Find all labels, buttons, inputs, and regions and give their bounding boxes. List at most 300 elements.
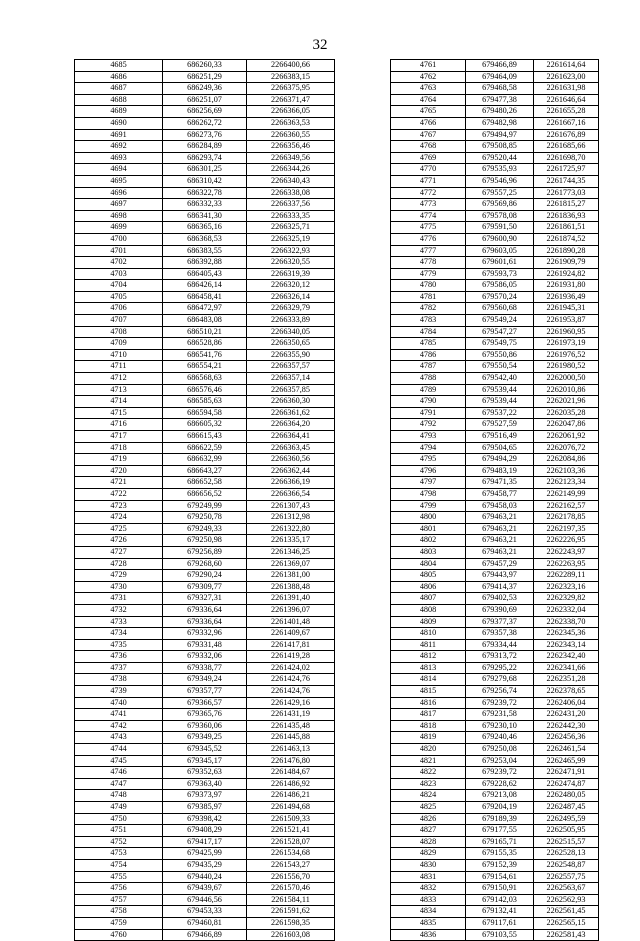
- point-number-cell: 4795: [391, 454, 466, 466]
- point-number-cell: 4811: [391, 639, 466, 651]
- point-number-cell: 4742: [75, 720, 163, 732]
- table-row: [75, 894, 335, 906]
- y-coordinate-cell: 2266366,05: [247, 106, 335, 118]
- table-row: [391, 859, 599, 871]
- x-coordinate-cell: 679332,06: [163, 651, 247, 663]
- x-coordinate-cell: 679349,25: [163, 732, 247, 744]
- x-coordinate-cell: 679471,35: [466, 477, 534, 489]
- table-row: [391, 674, 599, 686]
- y-coordinate-cell: 2261486,21: [247, 790, 335, 802]
- x-coordinate-cell: 679466,89: [466, 60, 534, 72]
- x-coordinate-cell: 679279,68: [466, 674, 534, 686]
- point-number-cell: 4687: [75, 83, 163, 95]
- table-row: [391, 755, 599, 767]
- y-coordinate-cell: 2266325,19: [247, 233, 335, 245]
- point-number-cell: 4768: [391, 141, 466, 153]
- table-row: [391, 210, 599, 222]
- y-coordinate-cell: 2262021,96: [534, 396, 599, 408]
- y-coordinate-cell: 2266355,90: [247, 349, 335, 361]
- table-row: [391, 697, 599, 709]
- y-coordinate-cell: 2266360,30: [247, 396, 335, 408]
- y-coordinate-cell: 2262471,91: [534, 767, 599, 779]
- point-number-cell: 4694: [75, 164, 163, 176]
- y-coordinate-cell: 2261976,52: [534, 349, 599, 361]
- point-number-cell: 4813: [391, 662, 466, 674]
- table-row: [75, 790, 335, 802]
- table-row: [75, 117, 335, 129]
- table-row: [391, 187, 599, 199]
- y-coordinate-cell: 2262345,36: [534, 628, 599, 640]
- table-row: [391, 720, 599, 732]
- table-row: [391, 222, 599, 234]
- x-coordinate-cell: 686251,07: [163, 94, 247, 106]
- x-coordinate-cell: 679250,78: [163, 512, 247, 524]
- x-coordinate-cell: 679213,08: [466, 790, 534, 802]
- point-number-cell: 4722: [75, 488, 163, 500]
- y-coordinate-cell: 2262561,45: [534, 906, 599, 918]
- point-number-cell: 4729: [75, 570, 163, 582]
- y-coordinate-cell: 2262341,66: [534, 662, 599, 674]
- x-coordinate-cell: 679463,21: [466, 546, 534, 558]
- x-coordinate-cell: 679365,76: [163, 709, 247, 721]
- x-coordinate-cell: 679546,96: [466, 175, 534, 187]
- x-coordinate-cell: 679132,41: [466, 906, 534, 918]
- x-coordinate-cell: 686365,16: [163, 222, 247, 234]
- point-number-cell: 4760: [75, 929, 163, 941]
- x-coordinate-cell: 679338,77: [163, 662, 247, 674]
- y-coordinate-cell: 2266364,41: [247, 431, 335, 443]
- point-number-cell: 4758: [75, 906, 163, 918]
- x-coordinate-cell: 679336,64: [163, 616, 247, 628]
- point-number-cell: 4757: [75, 894, 163, 906]
- x-coordinate-cell: 686568,63: [163, 373, 247, 385]
- x-coordinate-cell: 679440,24: [163, 871, 247, 883]
- point-number-cell: 4724: [75, 512, 163, 524]
- y-coordinate-cell: 2262076,72: [534, 442, 599, 454]
- x-coordinate-cell: 679250,98: [163, 535, 247, 547]
- table-row: [391, 778, 599, 790]
- y-coordinate-cell: 2261603,08: [247, 929, 335, 941]
- table-row: [391, 407, 599, 419]
- x-coordinate-cell: 686273,76: [163, 129, 247, 141]
- y-coordinate-cell: 2261322,80: [247, 523, 335, 535]
- table-row: [391, 141, 599, 153]
- table-row: [75, 315, 335, 327]
- x-coordinate-cell: 679336,64: [163, 604, 247, 616]
- x-coordinate-cell: 679539,44: [466, 396, 534, 408]
- table-row: [391, 558, 599, 570]
- point-number-cell: 4800: [391, 512, 466, 524]
- x-coordinate-cell: 679593,73: [466, 268, 534, 280]
- point-number-cell: 4817: [391, 709, 466, 721]
- table-row: [75, 349, 335, 361]
- point-number-cell: 4829: [391, 848, 466, 860]
- x-coordinate-cell: 679547,27: [466, 326, 534, 338]
- point-number-cell: 4812: [391, 651, 466, 663]
- y-coordinate-cell: 2261980,52: [534, 361, 599, 373]
- y-coordinate-cell: 2266361,62: [247, 407, 335, 419]
- y-coordinate-cell: 2261424,76: [247, 674, 335, 686]
- point-number-cell: 4819: [391, 732, 466, 744]
- table-row: [75, 373, 335, 385]
- point-number-cell: 4756: [75, 883, 163, 895]
- table-row: [75, 94, 335, 106]
- x-coordinate-cell: 686458,41: [163, 291, 247, 303]
- point-number-cell: 4824: [391, 790, 466, 802]
- y-coordinate-cell: 2261494,68: [247, 802, 335, 814]
- x-coordinate-cell: 679268,60: [163, 558, 247, 570]
- x-coordinate-cell: 679466,89: [163, 929, 247, 941]
- y-coordinate-cell: 2262431,20: [534, 709, 599, 721]
- x-coordinate-cell: 679366,57: [163, 697, 247, 709]
- x-coordinate-cell: 679230,10: [466, 720, 534, 732]
- table-row: [391, 257, 599, 269]
- x-coordinate-cell: 679385,97: [163, 802, 247, 814]
- table-row: [75, 720, 335, 732]
- x-coordinate-cell: 679189,39: [466, 813, 534, 825]
- x-coordinate-cell: 686322,78: [163, 187, 247, 199]
- point-number-cell: 4754: [75, 859, 163, 871]
- table-row: [391, 129, 599, 141]
- point-number-cell: 4719: [75, 454, 163, 466]
- point-number-cell: 4803: [391, 546, 466, 558]
- y-coordinate-cell: 2261388,48: [247, 581, 335, 593]
- table-row: [75, 152, 335, 164]
- point-number-cell: 4836: [391, 929, 466, 941]
- table-row: [75, 500, 335, 512]
- x-coordinate-cell: 679482,98: [466, 117, 534, 129]
- y-coordinate-cell: 2262226,95: [534, 535, 599, 547]
- x-coordinate-cell: 679357,38: [466, 628, 534, 640]
- table-row: [75, 268, 335, 280]
- x-coordinate-cell: 679550,54: [466, 361, 534, 373]
- point-number-cell: 4823: [391, 778, 466, 790]
- point-number-cell: 4691: [75, 129, 163, 141]
- table-row: [391, 917, 599, 929]
- y-coordinate-cell: 2261445,88: [247, 732, 335, 744]
- x-coordinate-cell: 679239,72: [466, 697, 534, 709]
- x-coordinate-cell: 679334,44: [466, 639, 534, 651]
- x-coordinate-cell: 686594,58: [163, 407, 247, 419]
- point-number-cell: 4765: [391, 106, 466, 118]
- x-coordinate-cell: 679453,33: [163, 906, 247, 918]
- table-row: [391, 883, 599, 895]
- x-coordinate-cell: 686652,58: [163, 477, 247, 489]
- y-coordinate-cell: 2261655,28: [534, 106, 599, 118]
- x-coordinate-cell: 679155,35: [466, 848, 534, 860]
- x-coordinate-cell: 679603,05: [466, 245, 534, 257]
- table-row: [75, 883, 335, 895]
- x-coordinate-cell: 679570,24: [466, 291, 534, 303]
- table-row: [391, 291, 599, 303]
- point-number-cell: 4752: [75, 836, 163, 848]
- y-coordinate-cell: 2261335,17: [247, 535, 335, 547]
- y-coordinate-cell: 2262103,36: [534, 465, 599, 477]
- table-row: [391, 744, 599, 756]
- x-coordinate-cell: 686262,72: [163, 117, 247, 129]
- table-row: [391, 431, 599, 443]
- x-coordinate-cell: 679458,77: [466, 488, 534, 500]
- point-number-cell: 4767: [391, 129, 466, 141]
- table-row: [75, 697, 335, 709]
- y-coordinate-cell: 2262149,99: [534, 488, 599, 500]
- point-number-cell: 4827: [391, 825, 466, 837]
- table-row: [75, 836, 335, 848]
- y-coordinate-cell: 2262329,82: [534, 593, 599, 605]
- point-number-cell: 4706: [75, 303, 163, 315]
- y-coordinate-cell: 2262581,43: [534, 929, 599, 941]
- x-coordinate-cell: 686483,08: [163, 315, 247, 327]
- y-coordinate-cell: 2262289,11: [534, 570, 599, 582]
- x-coordinate-cell: 679357,77: [163, 686, 247, 698]
- point-number-cell: 4723: [75, 500, 163, 512]
- y-coordinate-cell: 2261534,68: [247, 848, 335, 860]
- y-coordinate-cell: 2266349,56: [247, 152, 335, 164]
- y-coordinate-cell: 2261945,31: [534, 303, 599, 315]
- x-coordinate-cell: 679435,29: [163, 859, 247, 871]
- point-number-cell: 4714: [75, 396, 163, 408]
- x-coordinate-cell: 679425,99: [163, 848, 247, 860]
- x-coordinate-cell: 686332,33: [163, 199, 247, 211]
- x-coordinate-cell: 679417,17: [163, 836, 247, 848]
- point-number-cell: 4783: [391, 315, 466, 327]
- table-row: [75, 361, 335, 373]
- point-number-cell: 4740: [75, 697, 163, 709]
- point-number-cell: 4699: [75, 222, 163, 234]
- table-row: [75, 546, 335, 558]
- y-coordinate-cell: 2261931,80: [534, 280, 599, 292]
- y-coordinate-cell: 2262515,57: [534, 836, 599, 848]
- point-number-cell: 4705: [75, 291, 163, 303]
- y-coordinate-cell: 2262010,86: [534, 384, 599, 396]
- table-row: [391, 767, 599, 779]
- point-number-cell: 4798: [391, 488, 466, 500]
- page-number: 32: [312, 37, 328, 53]
- y-coordinate-cell: 2262548,87: [534, 859, 599, 871]
- x-coordinate-cell: 686541,76: [163, 349, 247, 361]
- table-row: [391, 373, 599, 385]
- y-coordinate-cell: 2261591,62: [247, 906, 335, 918]
- y-coordinate-cell: 2262563,67: [534, 883, 599, 895]
- table-row: [75, 396, 335, 408]
- y-coordinate-cell: 2261424,76: [247, 686, 335, 698]
- point-number-cell: 4810: [391, 628, 466, 640]
- x-coordinate-cell: 686656,52: [163, 488, 247, 500]
- x-coordinate-cell: 679508,85: [466, 141, 534, 153]
- point-number-cell: 4781: [391, 291, 466, 303]
- x-coordinate-cell: 679527,59: [466, 419, 534, 431]
- table-row: [75, 906, 335, 918]
- point-number-cell: 4772: [391, 187, 466, 199]
- table-row: [75, 431, 335, 443]
- x-coordinate-cell: 686605,32: [163, 419, 247, 431]
- table-row: [75, 222, 335, 234]
- table-row: [75, 709, 335, 721]
- x-coordinate-cell: 679457,29: [466, 558, 534, 570]
- point-number-cell: 4791: [391, 407, 466, 419]
- y-coordinate-cell: 2261476,80: [247, 755, 335, 767]
- y-coordinate-cell: 2261936,49: [534, 291, 599, 303]
- y-coordinate-cell: 2266357,57: [247, 361, 335, 373]
- table-row: [75, 848, 335, 860]
- point-number-cell: 4769: [391, 152, 466, 164]
- point-number-cell: 4751: [75, 825, 163, 837]
- table-row: [391, 686, 599, 698]
- y-coordinate-cell: 2262487,45: [534, 802, 599, 814]
- table-row: [391, 152, 599, 164]
- table-row: [75, 60, 335, 72]
- x-coordinate-cell: 679463,21: [466, 523, 534, 535]
- table-row: [75, 662, 335, 674]
- point-number-cell: 4745: [75, 755, 163, 767]
- y-coordinate-cell: 2261815,27: [534, 199, 599, 211]
- point-number-cell: 4750: [75, 813, 163, 825]
- x-coordinate-cell: 679494,97: [466, 129, 534, 141]
- table-row: [391, 604, 599, 616]
- y-coordinate-cell: 2262378,65: [534, 686, 599, 698]
- table-row: [391, 384, 599, 396]
- x-coordinate-cell: 679550,86: [466, 349, 534, 361]
- table-row: [391, 523, 599, 535]
- point-number-cell: 4739: [75, 686, 163, 698]
- y-coordinate-cell: 2262480,05: [534, 790, 599, 802]
- y-coordinate-cell: 2261409,67: [247, 628, 335, 640]
- x-coordinate-cell: 679398,42: [163, 813, 247, 825]
- point-number-cell: 4787: [391, 361, 466, 373]
- point-number-cell: 4720: [75, 465, 163, 477]
- table-row: [391, 199, 599, 211]
- point-number-cell: 4695: [75, 175, 163, 187]
- point-number-cell: 4778: [391, 257, 466, 269]
- y-coordinate-cell: 2261401,48: [247, 616, 335, 628]
- y-coordinate-cell: 2266333,89: [247, 315, 335, 327]
- y-coordinate-cell: 2262343,14: [534, 639, 599, 651]
- x-coordinate-cell: 679569,86: [466, 199, 534, 211]
- table-row: [75, 71, 335, 83]
- y-coordinate-cell: 2261623,00: [534, 71, 599, 83]
- point-number-cell: 4725: [75, 523, 163, 535]
- x-coordinate-cell: 686341,30: [163, 210, 247, 222]
- y-coordinate-cell: 2262047,86: [534, 419, 599, 431]
- point-number-cell: 4797: [391, 477, 466, 489]
- x-coordinate-cell: 679250,08: [466, 744, 534, 756]
- y-coordinate-cell: 2266337,56: [247, 199, 335, 211]
- x-coordinate-cell: 679535,93: [466, 164, 534, 176]
- point-number-cell: 4782: [391, 303, 466, 315]
- point-number-cell: 4726: [75, 535, 163, 547]
- x-coordinate-cell: 686622,59: [163, 442, 247, 454]
- point-number-cell: 4762: [391, 71, 466, 83]
- y-coordinate-cell: 2261463,13: [247, 744, 335, 756]
- table-row: [391, 361, 599, 373]
- table-row: [391, 848, 599, 860]
- x-coordinate-cell: 679537,22: [466, 407, 534, 419]
- point-number-cell: 4786: [391, 349, 466, 361]
- y-coordinate-cell: 2261509,33: [247, 813, 335, 825]
- x-coordinate-cell: 679345,17: [163, 755, 247, 767]
- y-coordinate-cell: 2266362,44: [247, 465, 335, 477]
- table-row: [75, 291, 335, 303]
- x-coordinate-cell: 679204,19: [466, 802, 534, 814]
- table-row: [75, 488, 335, 500]
- y-coordinate-cell: 2266366,54: [247, 488, 335, 500]
- x-coordinate-cell: 686528,86: [163, 338, 247, 350]
- x-coordinate-cell: 679363,40: [163, 778, 247, 790]
- table-row: [75, 802, 335, 814]
- point-number-cell: 4755: [75, 871, 163, 883]
- x-coordinate-cell: 686293,74: [163, 152, 247, 164]
- x-coordinate-cell: 679228,62: [466, 778, 534, 790]
- point-number-cell: 4777: [391, 245, 466, 257]
- x-coordinate-cell: 679253,04: [466, 755, 534, 767]
- point-number-cell: 4717: [75, 431, 163, 443]
- table-row: [391, 581, 599, 593]
- x-coordinate-cell: 679313,72: [466, 651, 534, 663]
- point-number-cell: 4834: [391, 906, 466, 918]
- y-coordinate-cell: 2262178,85: [534, 512, 599, 524]
- point-number-cell: 4790: [391, 396, 466, 408]
- point-number-cell: 4735: [75, 639, 163, 651]
- point-number-cell: 4792: [391, 419, 466, 431]
- y-coordinate-cell: 2266375,95: [247, 83, 335, 95]
- x-coordinate-cell: 679463,21: [466, 535, 534, 547]
- y-coordinate-cell: 2261312,98: [247, 512, 335, 524]
- table-row: [75, 767, 335, 779]
- table-row: [391, 836, 599, 848]
- y-coordinate-cell: 2261614,64: [534, 60, 599, 72]
- y-coordinate-cell: 2261486,92: [247, 778, 335, 790]
- x-coordinate-cell: 679494,29: [466, 454, 534, 466]
- table-row: [391, 349, 599, 361]
- point-number-cell: 4746: [75, 767, 163, 779]
- y-coordinate-cell: 2262342,40: [534, 651, 599, 663]
- x-coordinate-cell: 679520,44: [466, 152, 534, 164]
- y-coordinate-cell: 2261698,70: [534, 152, 599, 164]
- x-coordinate-cell: 686284,89: [163, 141, 247, 153]
- x-coordinate-cell: 679480,26: [466, 106, 534, 118]
- x-coordinate-cell: 686615,43: [163, 431, 247, 443]
- table-row: [391, 871, 599, 883]
- y-coordinate-cell: 2261676,89: [534, 129, 599, 141]
- x-coordinate-cell: 679504,65: [466, 442, 534, 454]
- x-coordinate-cell: 679154,61: [466, 871, 534, 883]
- y-coordinate-cell: 2262323,16: [534, 581, 599, 593]
- x-coordinate-cell: 679446,56: [163, 894, 247, 906]
- table-row: [75, 164, 335, 176]
- y-coordinate-cell: 2261598,35: [247, 917, 335, 929]
- point-number-cell: 4802: [391, 535, 466, 547]
- x-coordinate-cell: 686256,69: [163, 106, 247, 118]
- point-number-cell: 4789: [391, 384, 466, 396]
- point-number-cell: 4816: [391, 697, 466, 709]
- y-coordinate-cell: 2262465,99: [534, 755, 599, 767]
- table-row: [391, 651, 599, 663]
- point-number-cell: 4809: [391, 616, 466, 628]
- point-number-cell: 4818: [391, 720, 466, 732]
- point-number-cell: 4715: [75, 407, 163, 419]
- table-row: [391, 442, 599, 454]
- x-coordinate-cell: 679165,71: [466, 836, 534, 848]
- x-coordinate-cell: 679331,48: [163, 639, 247, 651]
- table-row: [391, 628, 599, 640]
- table-row: [391, 164, 599, 176]
- point-number-cell: 4761: [391, 60, 466, 72]
- y-coordinate-cell: 2266333,35: [247, 210, 335, 222]
- point-number-cell: 4820: [391, 744, 466, 756]
- y-coordinate-cell: 2261381,00: [247, 570, 335, 582]
- y-coordinate-cell: 2266329,79: [247, 303, 335, 315]
- y-coordinate-cell: 2262084,86: [534, 454, 599, 466]
